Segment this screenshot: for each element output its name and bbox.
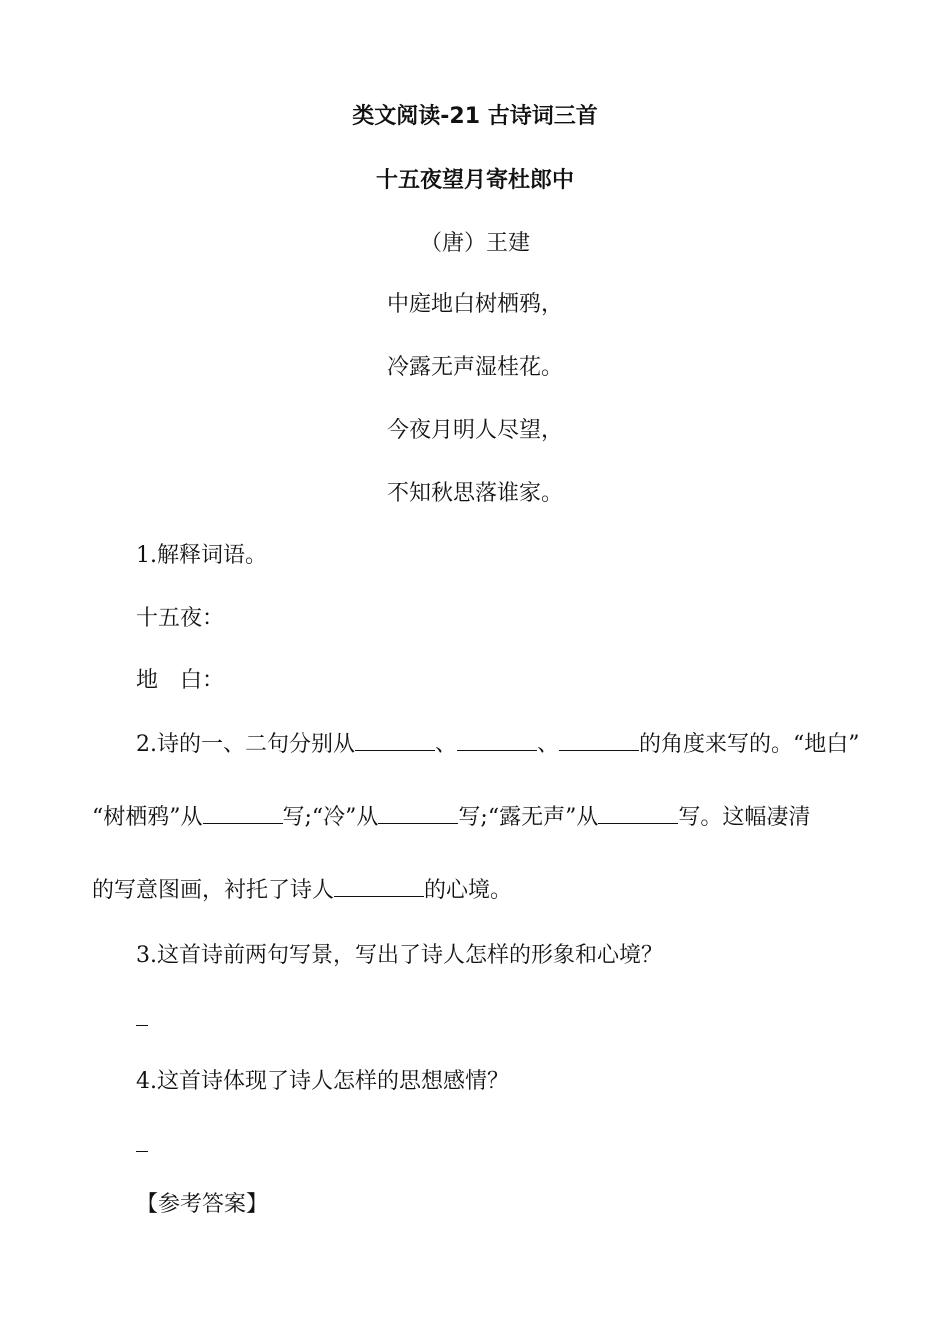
poem-author: （唐）王建	[419, 231, 530, 256]
question-2-line-2	[92, 803, 810, 833]
answer-blank[interactable]	[378, 803, 458, 824]
answer-blank[interactable]	[334, 876, 424, 897]
poem-line-3: 今夜月明人尽望，	[386, 418, 563, 443]
answer-key-header: 【参考答案】	[136, 1192, 269, 1217]
question-2-line-1	[136, 730, 860, 760]
separator: 、	[435, 732, 458, 757]
question-2-line-3	[92, 876, 512, 906]
question-3-prompt: 3.这首诗前两句写景，写出了诗人怎样的形象和心境？	[136, 943, 663, 968]
question-2-text: 的心境。	[424, 878, 513, 903]
question-3-answer-line[interactable]	[136, 1025, 148, 1026]
question-1-term-2: 地 白：	[136, 668, 225, 693]
answer-blank[interactable]	[203, 803, 283, 824]
poem-line-2: 冷露无声湿桂花。	[386, 355, 563, 380]
question-1-term-1: 十五夜：	[136, 606, 225, 631]
poem-title: 十五夜望月寄杜郎中	[375, 168, 574, 193]
question-4-answer-line[interactable]	[136, 1151, 148, 1152]
answer-blank[interactable]	[598, 803, 678, 824]
poem-line-4: 不知秋思落谁家。	[386, 481, 563, 506]
question-2-text: “树栖鸦”从	[92, 805, 203, 830]
question-1-prompt: 1.解释词语。	[136, 543, 267, 568]
separator: 、	[537, 732, 560, 757]
question-2-text: 写;“冷”从	[282, 805, 379, 830]
question-2-text: 2.诗的一、二句分别从	[136, 732, 355, 757]
question-2-text: 的角度来写的。“地白”	[639, 732, 860, 757]
question-2-text: 写。这幅凄清	[678, 805, 811, 830]
answer-blank[interactable]	[457, 730, 537, 751]
poem-line-1: 中庭地白树栖鸦，	[386, 292, 563, 317]
answer-blank[interactable]	[355, 730, 435, 751]
question-4-prompt: 4.这首诗体现了诗人怎样的思想感情？	[136, 1069, 509, 1094]
document-title: 类文阅读-21 古诗词三首	[352, 104, 598, 129]
question-2-text: 的写意图画，衬托了诗人	[92, 878, 335, 903]
question-2-text: 写;“露无声”从	[458, 805, 599, 830]
answer-blank[interactable]	[559, 730, 639, 751]
